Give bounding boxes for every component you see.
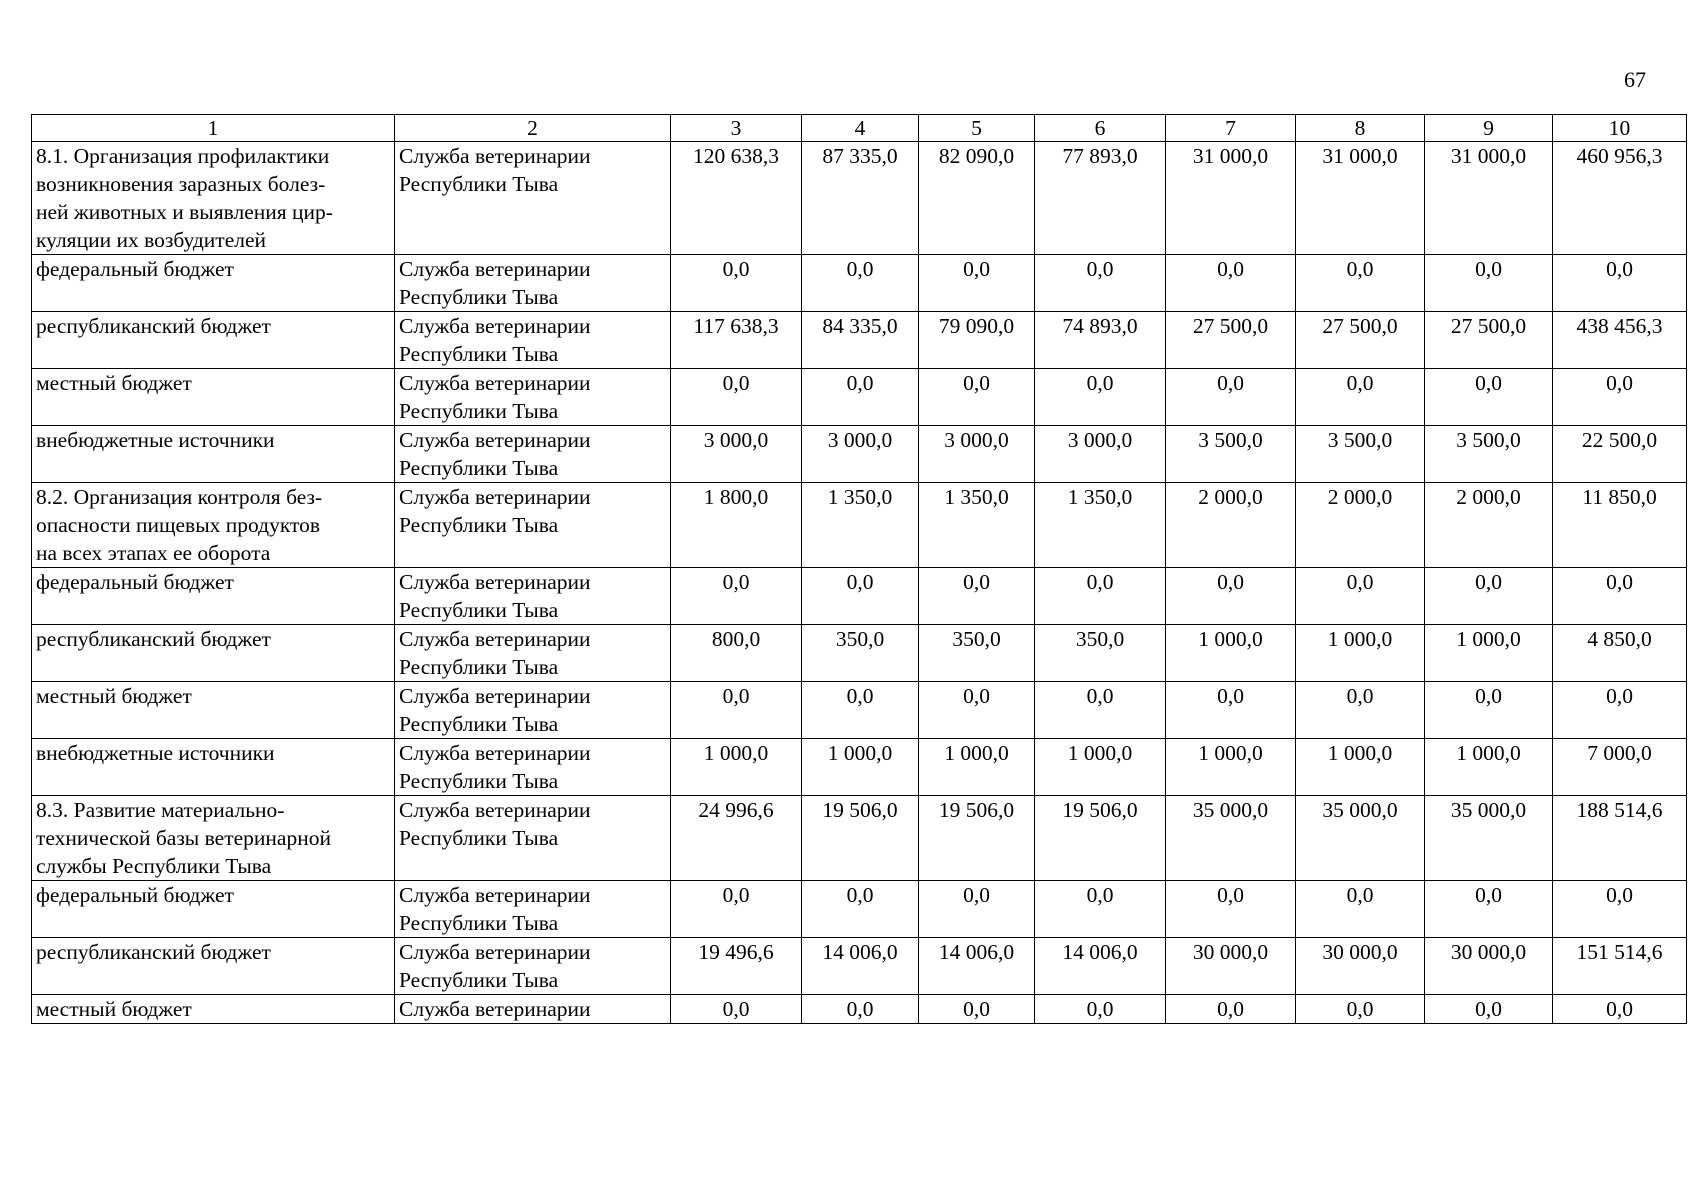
value-cell: 0,0	[1035, 881, 1166, 938]
column-number: 2	[395, 115, 671, 142]
value-cell: 0,0	[1553, 682, 1687, 739]
value-cell: 0,0	[1296, 682, 1425, 739]
value-cell: 35 000,0	[1166, 796, 1296, 881]
executor-cell	[395, 483, 671, 568]
value-cell: 27 500,0	[1425, 312, 1553, 369]
value-cell: 0,0	[1296, 995, 1425, 1024]
value-cell: 0,0	[1553, 568, 1687, 625]
value-cell: 0,0	[1553, 255, 1687, 312]
executor-line: Служба ветеринарии	[399, 997, 591, 1021]
page-number: 67	[1624, 67, 1646, 92]
item-name-cell	[32, 625, 395, 682]
executor-cell	[395, 312, 671, 369]
executor-line: Республики Тыва	[399, 968, 559, 992]
value-cell: 0,0	[802, 568, 919, 625]
value-cell: 27 500,0	[1296, 312, 1425, 369]
executor-line: Служба ветеринарии	[399, 741, 591, 765]
value-cell: 0,0	[919, 995, 1035, 1024]
value-cell: 0,0	[1425, 682, 1553, 739]
executor-line: Республики Тыва	[399, 769, 559, 793]
value-cell: 14 006,0	[919, 938, 1035, 995]
value-cell: 1 000,0	[1166, 739, 1296, 796]
item-name-cell	[32, 483, 395, 568]
value-cell: 0,0	[1166, 995, 1296, 1024]
table-row	[32, 995, 1687, 1024]
value-cell: 19 496,6	[671, 938, 802, 995]
executor-line: Служба ветеринарии	[399, 257, 591, 281]
item-name-cell	[32, 995, 395, 1024]
value-cell: 0,0	[919, 682, 1035, 739]
item-name-line: республиканский бюджет	[36, 627, 271, 651]
executor-line: Республики Тыва	[399, 399, 559, 423]
executor-line: Служба ветеринарии	[399, 371, 591, 395]
executor-line: Республики Тыва	[399, 172, 559, 196]
executor-line: Республики Тыва	[399, 655, 559, 679]
value-cell: 3 500,0	[1166, 426, 1296, 483]
value-cell: 14 006,0	[802, 938, 919, 995]
executor-line: Служба ветеринарии	[399, 428, 591, 452]
value-cell: 1 000,0	[1166, 625, 1296, 682]
executor-cell	[395, 142, 671, 255]
value-cell: 0,0	[802, 995, 919, 1024]
executor-line: Служба ветеринарии	[399, 314, 591, 338]
value-cell: 0,0	[1425, 881, 1553, 938]
value-cell: 24 996,6	[671, 796, 802, 881]
column-number: 10	[1553, 115, 1687, 142]
value-cell: 84 335,0	[802, 312, 919, 369]
executor-line: Республики Тыва	[399, 826, 559, 850]
column-number: 6	[1035, 115, 1166, 142]
item-name-line: местный бюджет	[36, 371, 192, 395]
item-name-cell	[32, 881, 395, 938]
value-cell: 11 850,0	[1553, 483, 1687, 568]
executor-line: Республики Тыва	[399, 911, 559, 935]
item-name-line: возникновения заразных болез-	[36, 172, 326, 196]
value-cell: 19 506,0	[919, 796, 1035, 881]
executor-line: Республики Тыва	[399, 598, 559, 622]
table-row	[32, 682, 1687, 739]
item-name-line: республиканский бюджет	[36, 940, 271, 964]
column-number: 7	[1166, 115, 1296, 142]
value-cell: 79 090,0	[919, 312, 1035, 369]
value-cell: 0,0	[919, 568, 1035, 625]
table-row	[32, 739, 1687, 796]
item-name-line: технической базы ветеринарной	[36, 826, 331, 850]
table-row	[32, 312, 1687, 369]
value-cell: 7 000,0	[1553, 739, 1687, 796]
executor-line: Служба ветеринарии	[399, 940, 591, 964]
value-cell: 2 000,0	[1296, 483, 1425, 568]
value-cell: 350,0	[1035, 625, 1166, 682]
executor-cell	[395, 938, 671, 995]
table-row	[32, 142, 1687, 255]
item-name-line: 8.3. Развитие материально-	[36, 798, 285, 822]
executor-line: Служба ветеринарии	[399, 798, 591, 822]
table-row	[32, 796, 1687, 881]
value-cell: 4 850,0	[1553, 625, 1687, 682]
item-name-line: внебюджетные источники	[36, 741, 275, 765]
value-cell: 151 514,6	[1553, 938, 1687, 995]
value-cell: 0,0	[1425, 255, 1553, 312]
value-cell: 3 500,0	[1296, 426, 1425, 483]
value-cell: 0,0	[1035, 995, 1166, 1024]
executor-cell	[395, 995, 671, 1024]
value-cell: 0,0	[671, 568, 802, 625]
table-row	[32, 625, 1687, 682]
value-cell: 0,0	[919, 881, 1035, 938]
item-name-cell	[32, 682, 395, 739]
value-cell: 0,0	[1166, 881, 1296, 938]
value-cell: 0,0	[1553, 369, 1687, 426]
value-cell: 0,0	[1035, 682, 1166, 739]
executor-line: Республики Тыва	[399, 285, 559, 309]
value-cell: 0,0	[1296, 568, 1425, 625]
executor-cell	[395, 625, 671, 682]
value-cell: 82 090,0	[919, 142, 1035, 255]
executor-cell	[395, 796, 671, 881]
value-cell: 31 000,0	[1166, 142, 1296, 255]
item-name-cell	[32, 739, 395, 796]
item-name-line: на всех этапах ее оборота	[36, 541, 271, 565]
value-cell: 117 638,3	[671, 312, 802, 369]
item-name-line: 8.2. Организация контроля без-	[36, 485, 323, 509]
column-number: 3	[671, 115, 802, 142]
value-cell: 0,0	[1166, 369, 1296, 426]
item-name-cell	[32, 255, 395, 312]
table-row	[32, 483, 1687, 568]
item-name-line: куляции их возбудителей	[36, 228, 267, 252]
value-cell: 74 893,0	[1035, 312, 1166, 369]
table-row	[32, 568, 1687, 625]
value-cell: 0,0	[671, 995, 802, 1024]
value-cell: 3 500,0	[1425, 426, 1553, 483]
column-number-row	[32, 115, 1687, 142]
table-row	[32, 369, 1687, 426]
value-cell: 1 350,0	[919, 483, 1035, 568]
executor-line: Республики Тыва	[399, 513, 559, 537]
table-row	[32, 938, 1687, 995]
value-cell: 3 000,0	[802, 426, 919, 483]
budget-table	[31, 114, 1687, 1024]
executor-line: Служба ветеринарии	[399, 627, 591, 651]
value-cell: 35 000,0	[1296, 796, 1425, 881]
value-cell: 0,0	[671, 682, 802, 739]
item-name-cell	[32, 369, 395, 426]
executor-cell	[395, 568, 671, 625]
value-cell: 0,0	[1166, 682, 1296, 739]
value-cell: 0,0	[802, 255, 919, 312]
value-cell: 3 000,0	[1035, 426, 1166, 483]
executor-line: Служба ветеринарии	[399, 883, 591, 907]
value-cell: 188 514,6	[1553, 796, 1687, 881]
executor-cell	[395, 682, 671, 739]
value-cell: 1 350,0	[802, 483, 919, 568]
executor-cell	[395, 881, 671, 938]
value-cell: 800,0	[671, 625, 802, 682]
value-cell: 0,0	[1425, 369, 1553, 426]
value-cell: 0,0	[1553, 881, 1687, 938]
value-cell: 0,0	[1035, 568, 1166, 625]
value-cell: 0,0	[1166, 255, 1296, 312]
value-cell: 19 506,0	[1035, 796, 1166, 881]
item-name-cell	[32, 142, 395, 255]
value-cell: 35 000,0	[1425, 796, 1553, 881]
column-number: 9	[1425, 115, 1553, 142]
value-cell: 1 800,0	[671, 483, 802, 568]
item-name-cell	[32, 796, 395, 881]
item-name-cell	[32, 938, 395, 995]
executor-cell	[395, 426, 671, 483]
value-cell: 2 000,0	[1425, 483, 1553, 568]
executor-line: Служба ветеринарии	[399, 144, 591, 168]
value-cell: 0,0	[1166, 568, 1296, 625]
item-name-line: местный бюджет	[36, 997, 192, 1021]
value-cell: 438 456,3	[1553, 312, 1687, 369]
value-cell: 350,0	[802, 625, 919, 682]
value-cell: 1 000,0	[919, 739, 1035, 796]
item-name-line: федеральный бюджет	[36, 883, 234, 907]
table-row	[32, 255, 1687, 312]
value-cell: 31 000,0	[1296, 142, 1425, 255]
item-name-line: внебюджетные источники	[36, 428, 275, 452]
value-cell: 3 000,0	[919, 426, 1035, 483]
value-cell: 87 335,0	[802, 142, 919, 255]
item-name-line: службы Республики Тыва	[36, 854, 272, 878]
column-number: 4	[802, 115, 919, 142]
value-cell: 1 000,0	[671, 739, 802, 796]
executor-line: Служба ветеринарии	[399, 684, 591, 708]
executor-cell	[395, 255, 671, 312]
value-cell: 1 000,0	[1296, 625, 1425, 682]
item-name-line: ней животных и выявления цир-	[36, 200, 333, 224]
value-cell: 1 350,0	[1035, 483, 1166, 568]
value-cell: 1 000,0	[1425, 739, 1553, 796]
value-cell: 31 000,0	[1425, 142, 1553, 255]
item-name-line: опасности пищевых продуктов	[36, 513, 321, 537]
value-cell: 0,0	[671, 881, 802, 938]
value-cell: 22 500,0	[1553, 426, 1687, 483]
value-cell: 14 006,0	[1035, 938, 1166, 995]
value-cell: 3 000,0	[671, 426, 802, 483]
value-cell: 0,0	[802, 369, 919, 426]
value-cell: 0,0	[1296, 369, 1425, 426]
executor-cell	[395, 369, 671, 426]
value-cell: 0,0	[1035, 369, 1166, 426]
item-name-line: федеральный бюджет	[36, 570, 234, 594]
value-cell: 120 638,3	[671, 142, 802, 255]
item-name-cell	[32, 568, 395, 625]
value-cell: 0,0	[671, 255, 802, 312]
value-cell: 0,0	[1035, 255, 1166, 312]
column-number: 1	[32, 115, 395, 142]
value-cell: 27 500,0	[1166, 312, 1296, 369]
value-cell: 30 000,0	[1425, 938, 1553, 995]
executor-line: Служба ветеринарии	[399, 485, 591, 509]
value-cell: 1 000,0	[802, 739, 919, 796]
value-cell: 0,0	[1296, 255, 1425, 312]
executor-line: Республики Тыва	[399, 342, 559, 366]
executor-line: Служба ветеринарии	[399, 570, 591, 594]
value-cell: 19 506,0	[802, 796, 919, 881]
value-cell: 0,0	[671, 369, 802, 426]
value-cell: 460 956,3	[1553, 142, 1687, 255]
value-cell: 0,0	[919, 369, 1035, 426]
table-body	[32, 142, 1687, 1024]
value-cell: 0,0	[802, 682, 919, 739]
value-cell: 0,0	[802, 881, 919, 938]
value-cell: 1 000,0	[1296, 739, 1425, 796]
table-row	[32, 881, 1687, 938]
item-name-cell	[32, 426, 395, 483]
item-name-line: местный бюджет	[36, 684, 192, 708]
item-name-line: 8.1. Организация профилактики	[36, 144, 330, 168]
table-row	[32, 426, 1687, 483]
column-number: 8	[1296, 115, 1425, 142]
value-cell: 0,0	[1425, 568, 1553, 625]
value-cell: 350,0	[919, 625, 1035, 682]
value-cell: 1 000,0	[1425, 625, 1553, 682]
value-cell: 0,0	[1425, 995, 1553, 1024]
executor-line: Республики Тыва	[399, 456, 559, 480]
value-cell: 0,0	[1553, 995, 1687, 1024]
value-cell: 1 000,0	[1035, 739, 1166, 796]
value-cell: 77 893,0	[1035, 142, 1166, 255]
column-number: 5	[919, 115, 1035, 142]
value-cell: 0,0	[919, 255, 1035, 312]
item-name-cell	[32, 312, 395, 369]
value-cell: 0,0	[1296, 881, 1425, 938]
value-cell: 30 000,0	[1166, 938, 1296, 995]
value-cell: 2 000,0	[1166, 483, 1296, 568]
item-name-line: федеральный бюджет	[36, 257, 234, 281]
executor-cell	[395, 739, 671, 796]
item-name-line: республиканский бюджет	[36, 314, 271, 338]
executor-line: Республики Тыва	[399, 712, 559, 736]
value-cell: 30 000,0	[1296, 938, 1425, 995]
